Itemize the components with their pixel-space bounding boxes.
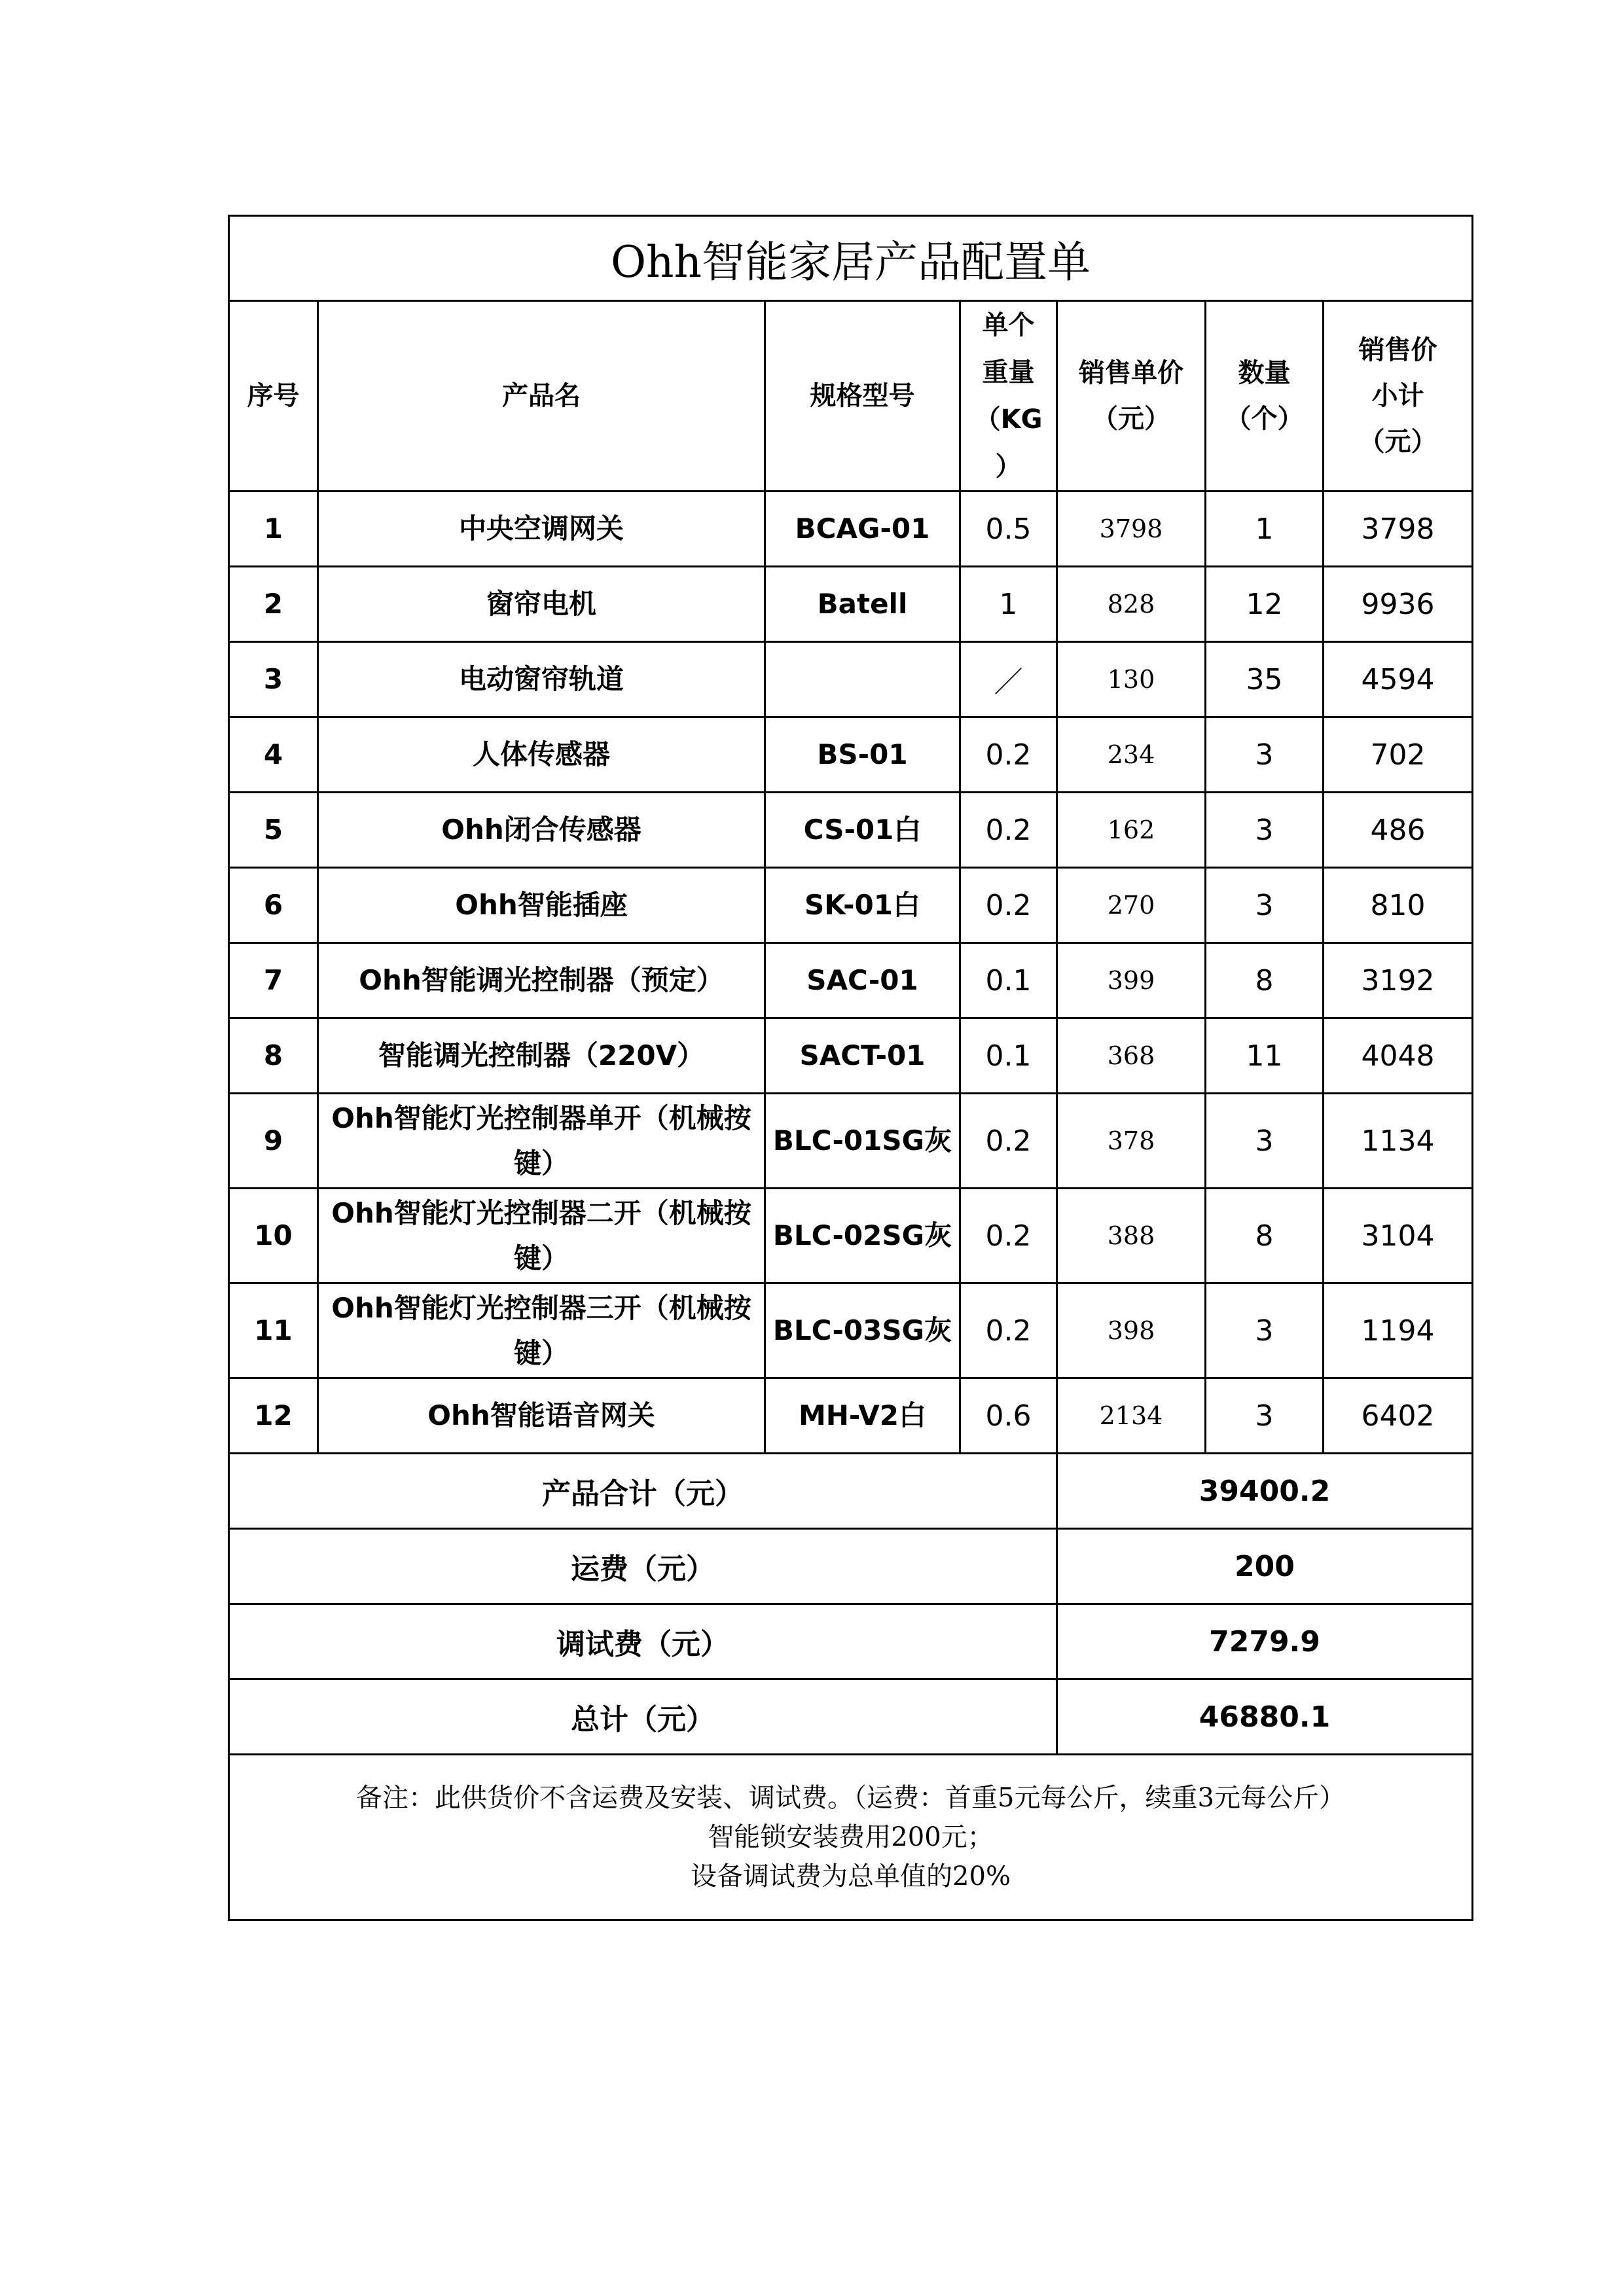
- table-row: [229, 1283, 1473, 1378]
- cell-model: [765, 642, 960, 717]
- cell-quantity: 8: [1206, 1189, 1324, 1283]
- cell-subtotal: 1194: [1324, 1283, 1473, 1378]
- header-model: 规格型号: [765, 301, 960, 492]
- cell-weight: 0.2: [960, 717, 1057, 793]
- cell-product-name: Ohh智能灯光控制器单开（机械按键）: [318, 1094, 765, 1189]
- cell-quantity: 3: [1206, 1378, 1324, 1454]
- document-title: Ohh智能家居产品配置单: [229, 216, 1473, 301]
- table-row: [229, 1018, 1473, 1094]
- cell-unit-price: 130: [1057, 642, 1206, 717]
- cell-product-name: Ohh智能灯光控制器二开（机械按键）: [318, 1189, 765, 1283]
- cell-unit-price: 270: [1057, 868, 1206, 943]
- cell-model: BLC-03SG灰: [765, 1283, 960, 1378]
- cell-seq: 9: [229, 1094, 318, 1189]
- summary-label: 产品合计（元）: [229, 1454, 1057, 1529]
- header-row: [229, 301, 1473, 492]
- cell-quantity: 3: [1206, 1283, 1324, 1378]
- product-config-table: [228, 215, 1473, 1921]
- cell-seq: 12: [229, 1378, 318, 1454]
- cell-quantity: 3: [1206, 1094, 1324, 1189]
- cell-weight: ／: [960, 642, 1057, 717]
- header-seq: 序号: [229, 301, 318, 492]
- cell-product-name: 窗帘电机: [318, 567, 765, 642]
- table-row: [229, 943, 1473, 1018]
- cell-subtotal: 702: [1324, 717, 1473, 793]
- cell-quantity: 8: [1206, 943, 1324, 1018]
- cell-product-name: Ohh智能语音网关: [318, 1378, 765, 1454]
- cell-seq: 4: [229, 717, 318, 793]
- table-row: [229, 1094, 1473, 1189]
- summary-value: 7279.9: [1057, 1604, 1473, 1679]
- cell-unit-price: 2134: [1057, 1378, 1206, 1454]
- cell-seq: 3: [229, 642, 318, 717]
- table-row: [229, 1378, 1473, 1454]
- cell-unit-price: 388: [1057, 1189, 1206, 1283]
- cell-seq: 7: [229, 943, 318, 1018]
- cell-product-name: Ohh智能插座: [318, 868, 765, 943]
- cell-subtotal: 4594: [1324, 642, 1473, 717]
- cell-model: SK-01白: [765, 868, 960, 943]
- table-row: [229, 492, 1473, 567]
- cell-subtotal: 9936: [1324, 567, 1473, 642]
- table-row: [229, 642, 1473, 717]
- cell-weight: 0.2: [960, 868, 1057, 943]
- remark-line: 备注：此供货价不含运费及安装、调试费。（运费：首重5元每公斤，续重3元每公斤）: [356, 1783, 1345, 1813]
- summary-value: 200: [1057, 1529, 1473, 1604]
- cell-model: Batell: [765, 567, 960, 642]
- cell-weight: 0.2: [960, 1283, 1057, 1378]
- cell-unit-price: 378: [1057, 1094, 1206, 1189]
- table-row: [229, 1189, 1473, 1283]
- cell-subtotal: 6402: [1324, 1378, 1473, 1454]
- header-subtotal: 销售价 小计 （元）: [1324, 301, 1473, 492]
- remark-line: 设备调试费为总单值的20%: [691, 1861, 1011, 1892]
- cell-subtotal: 3104: [1324, 1189, 1473, 1283]
- cell-quantity: 35: [1206, 642, 1324, 717]
- cell-quantity: 3: [1206, 717, 1324, 793]
- cell-quantity: 3: [1206, 868, 1324, 943]
- cell-model: BS-01: [765, 717, 960, 793]
- cell-weight: 0.5: [960, 492, 1057, 567]
- summary-label: 调试费（元）: [229, 1604, 1057, 1679]
- cell-seq: 8: [229, 1018, 318, 1094]
- cell-model: CS-01白: [765, 793, 960, 868]
- summary-value: 39400.2: [1057, 1454, 1473, 1529]
- table-row: [229, 567, 1473, 642]
- cell-seq: 1: [229, 492, 318, 567]
- cell-weight: 0.6: [960, 1378, 1057, 1454]
- cell-weight: 1: [960, 567, 1057, 642]
- cell-quantity: 3: [1206, 793, 1324, 868]
- header-unit-price: 销售单价 （元）: [1057, 301, 1206, 492]
- cell-product-name: 中央空调网关: [318, 492, 765, 567]
- cell-model: BLC-02SG灰: [765, 1189, 960, 1283]
- cell-model: BCAG-01: [765, 492, 960, 567]
- remark-line: 智能锁安装费用200元；: [708, 1822, 994, 1852]
- cell-weight: 0.1: [960, 1018, 1057, 1094]
- cell-subtotal: 486: [1324, 793, 1473, 868]
- cell-unit-price: 234: [1057, 717, 1206, 793]
- cell-unit-price: 3798: [1057, 492, 1206, 567]
- cell-weight: 0.2: [960, 1189, 1057, 1283]
- cell-quantity: 1: [1206, 492, 1324, 567]
- cell-model: SAC-01: [765, 943, 960, 1018]
- cell-subtotal: 1134: [1324, 1094, 1473, 1189]
- summary-row: [229, 1454, 1473, 1529]
- remarks-cell: [229, 1755, 1473, 1920]
- cell-weight: 0.2: [960, 1094, 1057, 1189]
- cell-subtotal: 4048: [1324, 1018, 1473, 1094]
- cell-unit-price: 398: [1057, 1283, 1206, 1378]
- cell-subtotal: 810: [1324, 868, 1473, 943]
- summary-row: [229, 1679, 1473, 1755]
- cell-model: MH-V2白: [765, 1378, 960, 1454]
- summary-row: [229, 1529, 1473, 1604]
- summary-value: 46880.1: [1057, 1679, 1473, 1755]
- cell-unit-price: 368: [1057, 1018, 1206, 1094]
- table-row: [229, 717, 1473, 793]
- cell-product-name: Ohh智能灯光控制器三开（机械按键）: [318, 1283, 765, 1378]
- header-product-name: 产品名: [318, 301, 765, 492]
- summary-label: 运费（元）: [229, 1529, 1057, 1604]
- cell-seq: 5: [229, 793, 318, 868]
- header-quantity: 数量 （个）: [1206, 301, 1324, 492]
- cell-unit-price: 162: [1057, 793, 1206, 868]
- cell-quantity: 12: [1206, 567, 1324, 642]
- cell-product-name: Ohh智能调光控制器（预定）: [318, 943, 765, 1018]
- cell-model: SACT-01: [765, 1018, 960, 1094]
- cell-seq: 2: [229, 567, 318, 642]
- cell-model: BLC-01SG灰: [765, 1094, 960, 1189]
- cell-weight: 0.2: [960, 793, 1057, 868]
- cell-product-name: 智能调光控制器（220V）: [318, 1018, 765, 1094]
- table-row: [229, 793, 1473, 868]
- cell-product-name: 人体传感器: [318, 717, 765, 793]
- cell-subtotal: 3798: [1324, 492, 1473, 567]
- cell-unit-price: 828: [1057, 567, 1206, 642]
- cell-product-name: Ohh闭合传感器: [318, 793, 765, 868]
- summary-label: 总计（元）: [229, 1679, 1057, 1755]
- cell-seq: 6: [229, 868, 318, 943]
- cell-product-name: 电动窗帘轨道: [318, 642, 765, 717]
- header-weight: 单个 重量 （KG ）: [960, 301, 1057, 492]
- table-row: [229, 868, 1473, 943]
- cell-seq: 10: [229, 1189, 318, 1283]
- cell-unit-price: 399: [1057, 943, 1206, 1018]
- cell-quantity: 11: [1206, 1018, 1324, 1094]
- cell-subtotal: 3192: [1324, 943, 1473, 1018]
- summary-row: [229, 1604, 1473, 1679]
- cell-weight: 0.1: [960, 943, 1057, 1018]
- cell-seq: 11: [229, 1283, 318, 1378]
